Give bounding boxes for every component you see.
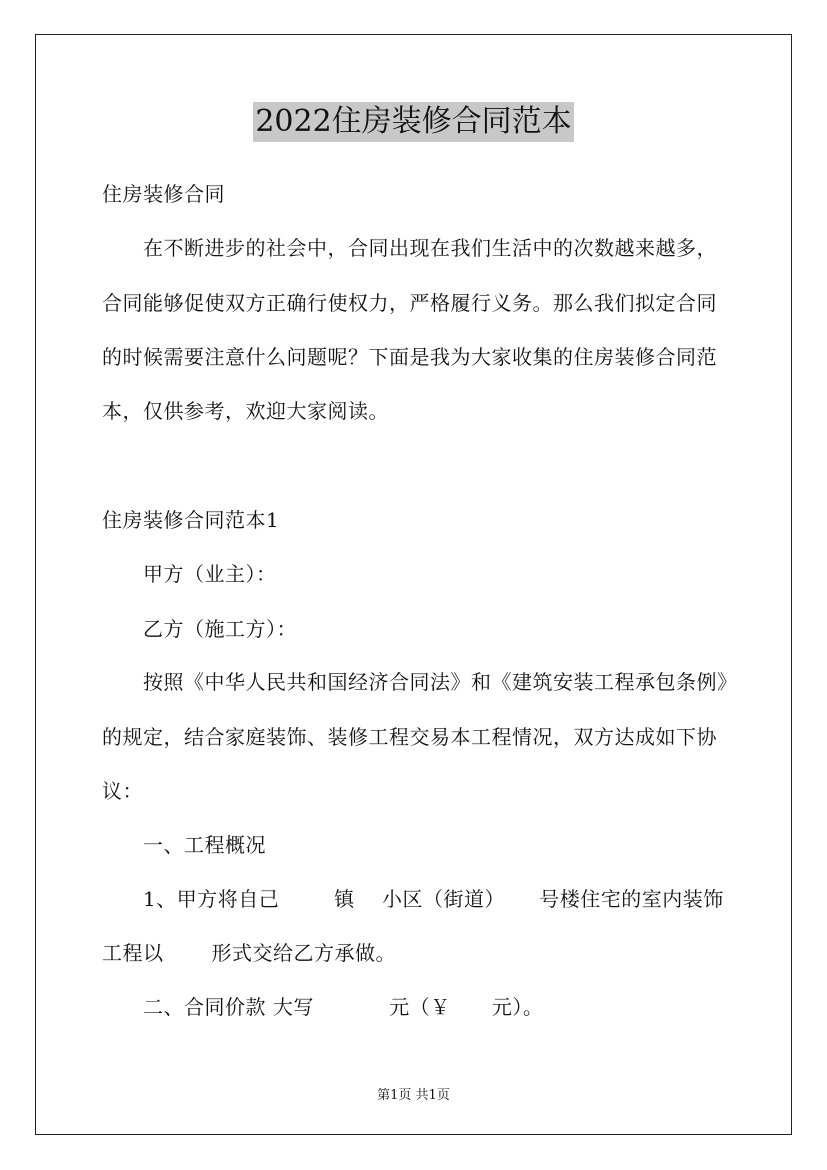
intro-line-2: 合同能够促使双方正确行使权力，严格履行义务。那么我们拟定合同	[102, 291, 717, 315]
party-b: 乙方（施工方）：	[143, 617, 297, 641]
document-title: 2022住房装修合同范本	[253, 102, 573, 142]
clause1-title: 一、工程概况	[143, 833, 266, 857]
intro-line-3: 的时候需要注意什么问题呢？下面是我为大家收集的住房装修合同范	[102, 345, 717, 369]
intro-line-1: 在不断进步的社会中，合同出现在我们生活中的次数越来越多，	[143, 236, 717, 260]
party-a: 甲方（业主）：	[143, 562, 277, 586]
basis-line-1: 按照《中华人民共和国经济合同法》和《建筑安装工程承包条例》	[143, 670, 738, 694]
basis-line-3: 议：	[102, 779, 143, 803]
basis-line-2: 的规定，结合家庭装饰、装修工程交易本工程情况，双方达成如下协	[102, 725, 717, 749]
clause1-item-line-2: 工程以 形式交给乙方承做。	[102, 941, 397, 965]
document-subtitle: 住房装修合同	[102, 182, 225, 206]
intro-line-4: 本，仅供参考，欢迎大家阅读。	[102, 399, 389, 423]
section-heading: 住房装修合同范本1	[102, 508, 280, 532]
clause2: 二、合同价款 大写 元（￥ 元）。	[143, 995, 544, 1019]
page-footer: 第1页 共1页	[377, 1088, 450, 1103]
clause1-item-line-1: 1、甲方将自己 镇 小区（街道） 号楼住宅的室内装饰	[143, 887, 724, 911]
